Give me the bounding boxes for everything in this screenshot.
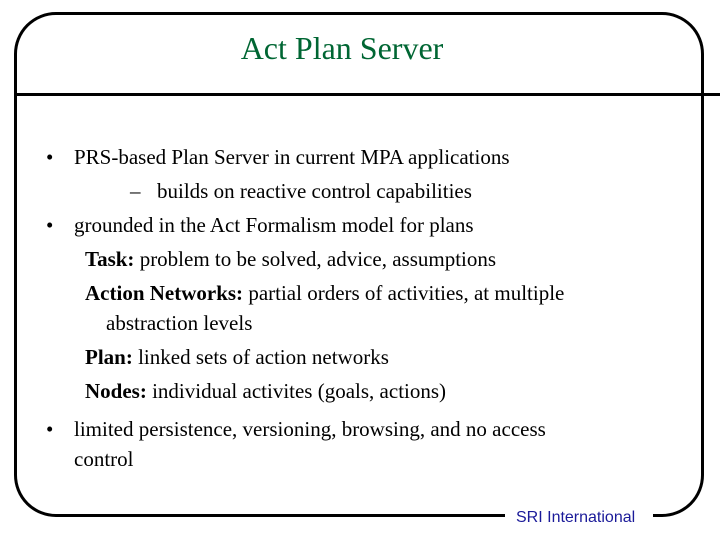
bullet-marker: •: [46, 213, 54, 237]
bullet-3-text: limited persistence, versioning, browsing, and no access: [74, 417, 546, 441]
bullet-1-sub-text: builds on reactive control capabilities: [157, 179, 472, 203]
definition-term: Nodes:: [85, 379, 147, 403]
bullet-1-text: PRS-based Plan Server in current MPA applications: [74, 145, 510, 169]
slide-title: Act Plan Server: [240, 30, 444, 66]
bullet-2-text: grounded in the Act Formalism model for plans: [74, 213, 474, 237]
bullet-marker: •: [46, 417, 54, 441]
definition-task: [85, 242, 496, 276]
definition-term: Plan:: [85, 345, 133, 369]
definition-action-networks: [85, 276, 564, 310]
sub-bullet-dash: –: [130, 179, 141, 203]
definition-desc: problem to be solved, advice, assumptions: [134, 247, 497, 271]
definition-plan: [85, 340, 389, 374]
definition-nodes: [85, 374, 446, 408]
definition-desc: individual activites (goals, actions): [146, 379, 447, 403]
definition-desc: linked sets of action networks: [132, 345, 389, 369]
definition-desc: partial orders of activities, at multiple: [243, 281, 565, 305]
definition-term: Action Networks:: [85, 281, 244, 305]
bullet-3-text-continued: control: [74, 447, 134, 471]
title-divider: [14, 93, 720, 96]
definition-term: Task:: [85, 247, 135, 271]
definition-desc-continued: abstraction levels: [106, 311, 253, 335]
footer-label: SRI International: [516, 509, 636, 526]
bullet-marker: •: [46, 145, 54, 169]
